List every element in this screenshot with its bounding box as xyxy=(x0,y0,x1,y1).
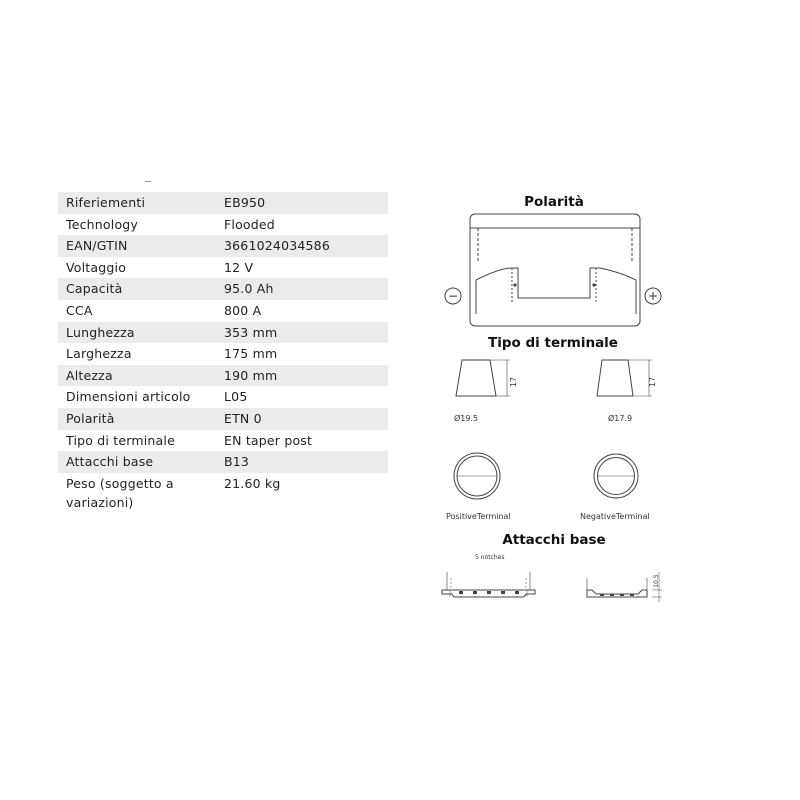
positive-terminal-icon xyxy=(645,288,661,304)
negative-post-shape xyxy=(597,360,633,396)
spec-label: Polarità xyxy=(66,410,115,426)
spec-row xyxy=(58,430,388,452)
spec-value: 353 mm xyxy=(224,324,278,340)
spec-label: Capacità xyxy=(66,281,123,297)
spec-row xyxy=(58,192,388,214)
base-height-label: 10.5 xyxy=(653,574,660,588)
spec-row xyxy=(58,257,388,279)
spec-label: Riferiementi xyxy=(66,195,146,210)
spec-value: EN taper post xyxy=(224,432,313,448)
spec-row xyxy=(58,451,388,473)
svg-text:−: − xyxy=(447,289,459,303)
spec-row xyxy=(58,214,388,236)
spec-label: Technology xyxy=(66,216,139,232)
spec-row xyxy=(58,278,388,300)
spec-label: Larghezza xyxy=(66,346,132,362)
separator-dash xyxy=(145,181,151,182)
spec-value: EB950 xyxy=(224,195,266,210)
spec-label: Dimensioni articolo xyxy=(66,389,191,405)
spec-value: Flooded xyxy=(224,216,275,232)
notches-label: 5 notches xyxy=(475,554,505,561)
negative-diameter-label: Ø17.9 xyxy=(608,414,633,423)
positive-post-shape xyxy=(456,360,496,396)
spec-value: 3661024034586 xyxy=(224,238,330,254)
spec-row xyxy=(58,300,388,322)
battery-outline xyxy=(470,214,640,326)
spec-label: CCA xyxy=(66,302,93,318)
positive-diameter-label: Ø19.5 xyxy=(454,414,479,423)
spec-row xyxy=(58,322,388,344)
spec-value: 190 mm xyxy=(224,367,278,383)
spec-value: B13 xyxy=(224,454,250,470)
polarity-diagram xyxy=(440,210,670,330)
spec-value: 12 V xyxy=(224,259,254,275)
spec-label: EAN/GTIN xyxy=(66,238,128,254)
spec-value: L05 xyxy=(224,389,248,405)
terminal-diagram xyxy=(440,355,670,525)
spec-value: 175 mm xyxy=(224,346,278,362)
spec-label: Tipo di terminale xyxy=(66,432,175,448)
spec-label: Lunghezza xyxy=(66,324,135,340)
spec-value: 800 A xyxy=(224,302,262,318)
positive-terminal-label: PositiveTerminal xyxy=(446,512,511,521)
spec-label: Peso (soggetto a variazioni) xyxy=(66,475,174,511)
spec-value: 95.0 Ah xyxy=(224,281,274,297)
negative-height-label: 17 xyxy=(648,376,657,388)
spec-value: 21.60 kg xyxy=(224,475,281,491)
positive-height-label: 17 xyxy=(509,376,518,388)
spec-row xyxy=(58,365,388,387)
negative-terminal-icon xyxy=(445,288,461,304)
spec-label: Altezza xyxy=(66,367,113,383)
base-title: Attacchi base xyxy=(502,532,606,548)
polarity-title: Polarità xyxy=(524,194,584,210)
spec-value: ETN 0 xyxy=(224,410,262,426)
terminal-title: Tipo di terminale xyxy=(488,335,618,351)
spec-row xyxy=(58,235,388,257)
svg-text:+: + xyxy=(647,289,659,303)
spec-table xyxy=(58,192,388,515)
spec-row xyxy=(58,386,388,408)
base-diagram xyxy=(440,550,670,610)
negative-terminal-label: NegativeTerminal xyxy=(580,512,650,521)
spec-row xyxy=(58,408,388,430)
spec-row xyxy=(58,343,388,365)
spec-label: Voltaggio xyxy=(66,259,127,275)
spec-row xyxy=(58,473,388,515)
spec-label: Attacchi base xyxy=(66,454,154,470)
base-front-profile xyxy=(587,590,647,597)
